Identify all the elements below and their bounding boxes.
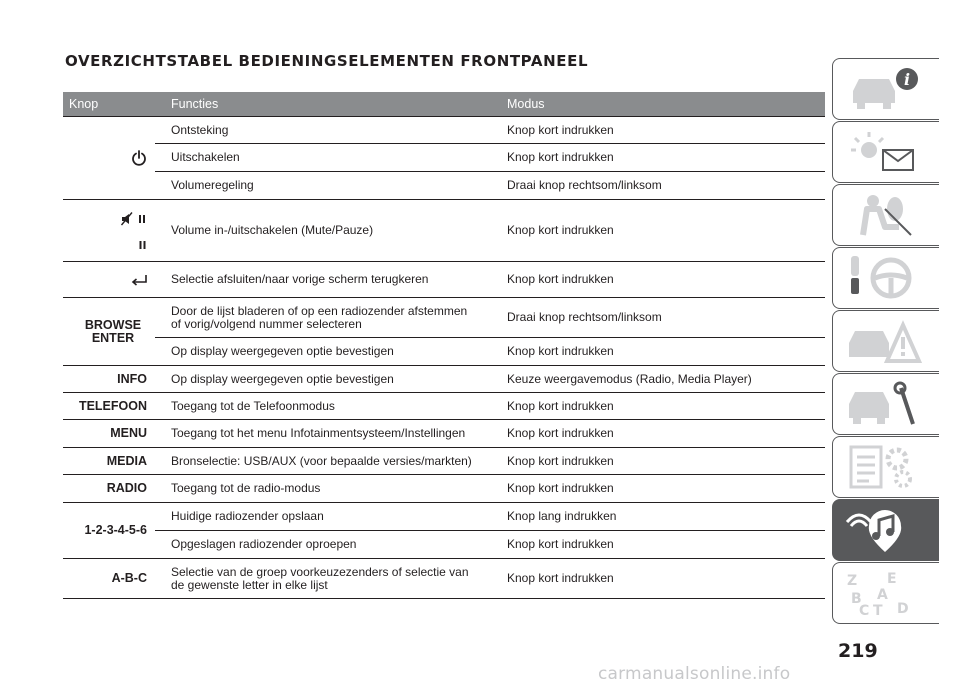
key-cell: MENU (110, 426, 147, 440)
table-row (63, 420, 825, 448)
svg-text:T: T (873, 603, 883, 617)
header-key: Knop (63, 92, 155, 117)
index-letters-icon (845, 569, 925, 617)
chapter-tab-warning-lights[interactable] (832, 121, 939, 183)
chapter-tab-car-wrench[interactable] (832, 373, 939, 435)
mode-cell: Knop kort indrukken (507, 426, 614, 440)
car-warning-triangle-icon (845, 317, 925, 365)
function-cell: Huidige radiozender opslaan (171, 509, 324, 523)
table-row (63, 559, 825, 599)
svg-text:Z: Z (847, 573, 858, 589)
key-cell: TELEFOON (78, 398, 147, 413)
airbag-seat-icon (845, 191, 925, 239)
key-cell-back (63, 262, 155, 298)
header-functions: Functies (155, 92, 494, 117)
mode-cell: Knop kort indrukken (507, 481, 614, 495)
page-number: 219 (838, 640, 878, 662)
mode-cell: Keuze weergavemodus (Radio, Media Player) (507, 371, 752, 386)
car-info-icon (845, 65, 925, 113)
function-cell: Uitschakelen (171, 150, 240, 164)
car-wrench-icon (845, 380, 925, 428)
pause-icon (139, 240, 147, 250)
mode-cell: Draai knop rechtsom/linksom (507, 178, 662, 192)
mode-cell: Knop lang indrukken (507, 509, 617, 523)
function-cell: Door de lijst bladeren of op een radiozender afstemmen of vorig/volgend nummer selecteren (171, 303, 468, 331)
mode-cell: Draai knop rechtsom/linksom (507, 310, 662, 324)
table-row (63, 172, 825, 200)
key-cell: RADIO (106, 481, 147, 495)
function-cell: Op display weergegeven optie bevestigen (171, 371, 394, 386)
svg-text:B: B (851, 591, 862, 607)
key-cell: A-B-C (111, 571, 147, 585)
function-cell: Ontsteking (171, 122, 229, 137)
chapter-tab-index[interactable] (832, 562, 939, 624)
table-row (63, 475, 825, 503)
mute-pause-icon (121, 212, 147, 226)
controls-table (63, 92, 825, 599)
svg-text:E: E (887, 571, 897, 587)
svg-text:D: D (897, 601, 909, 617)
table-row (63, 366, 825, 393)
watermark-text: carmanualsonline.info (598, 664, 791, 684)
table-row (63, 262, 825, 298)
steering-key-icon (845, 254, 925, 302)
function-cell: Toegang tot de Telefoonmodus (171, 398, 335, 413)
specifications-icon (845, 443, 925, 491)
key-cell: 1-2-3-4-5-6 (84, 523, 147, 537)
warning-lights-icon (845, 128, 925, 176)
power-icon (131, 150, 147, 166)
table-row (63, 503, 825, 531)
table-row (63, 144, 825, 172)
mode-cell: Knop kort indrukken (507, 537, 614, 551)
mode-cell: Knop kort indrukken (507, 122, 614, 137)
function-cell: Opgeslagen radiozender oproepen (171, 537, 357, 551)
table-row (63, 338, 825, 366)
function-cell: Volumeregeling (171, 178, 254, 192)
mode-cell: Knop kort indrukken (507, 150, 614, 164)
svg-text:A: A (877, 587, 888, 603)
svg-text:C: C (859, 603, 870, 617)
chapter-tab-steering-key[interactable] (832, 247, 939, 309)
table-header-row (63, 92, 825, 117)
table-row (63, 448, 825, 475)
key-label-enter: ENTER (91, 330, 135, 345)
key-label-browse: BROWSE (84, 317, 142, 332)
function-cell: Toegang tot het menu Infotainmentsysteem/Instellingen (171, 426, 466, 440)
chapter-tab-car-warning[interactable] (832, 310, 939, 372)
function-cell: Selectie afsluiten/naar vorige scherm terugkeren (171, 272, 429, 286)
table-row (63, 117, 825, 144)
svg-text:i: i (903, 70, 911, 89)
mode-cell: Knop kort indrukken (507, 272, 614, 286)
key-cell: MEDIA (106, 453, 147, 468)
table-row (63, 393, 825, 420)
key-cell-mute (63, 200, 155, 262)
key-cell-browse (63, 298, 155, 366)
mode-cell: Knop kort indrukken (507, 571, 614, 585)
chapter-tab-multimedia[interactable] (832, 499, 939, 561)
table-row (63, 531, 825, 559)
mode-cell: Knop kort indrukken (507, 344, 614, 358)
mode-cell: Knop kort indrukken (507, 223, 614, 237)
chapter-tab-specifications[interactable] (832, 436, 939, 498)
mode-cell: Knop kort indrukken (507, 398, 614, 413)
multimedia-icon (845, 506, 925, 554)
table-row (63, 298, 825, 338)
function-cell: Op display weergegeven optie bevestigen (171, 344, 394, 358)
function-cell: Bronselectie: USB/AUX (voor bepaalde versies/markten) (171, 453, 472, 468)
mode-cell: Knop kort indrukken (507, 453, 614, 468)
chapter-tab-airbag-seat[interactable] (832, 184, 939, 246)
chapter-tab-car-info[interactable] (832, 58, 939, 120)
function-cell: Toegang tot de radio-modus (171, 481, 321, 495)
header-mode: Modus (494, 92, 825, 117)
function-cell: Selectie van de groep voorkeuzezenders of selectie van de gewenste letter in elke lijst (171, 564, 469, 592)
back-arrow-icon (131, 274, 147, 286)
function-cell: Volume in-/uitschakelen (Mute/Pauze) (171, 223, 374, 237)
key-cell: INFO (117, 371, 147, 386)
table-row (63, 200, 825, 262)
page-title: OVERZICHTSTABEL BEDIENINGSELEMENTEN FRONTPANEEL (65, 52, 589, 70)
key-cell-power (63, 117, 155, 200)
